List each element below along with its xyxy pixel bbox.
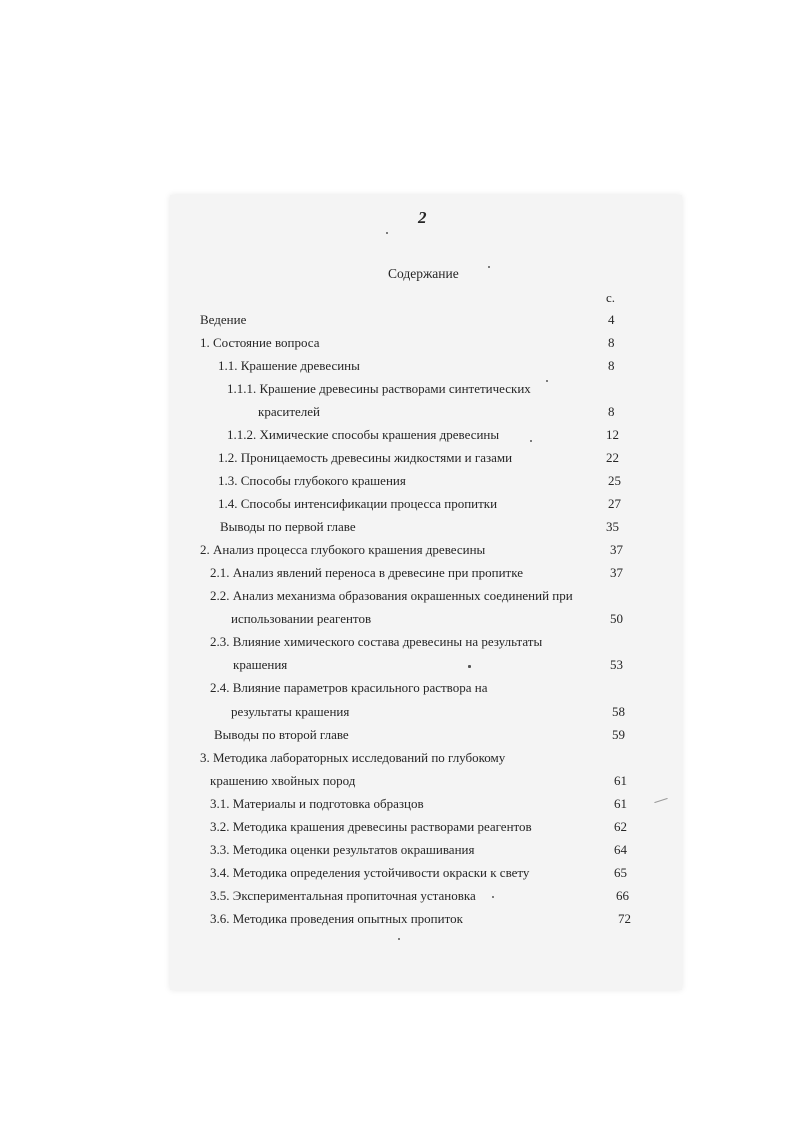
toc-entry-text: 1.1.1. Крашение древесины растворами синтетических: [227, 381, 531, 396]
toc-entry-page: 72: [618, 911, 631, 926]
scan-scratch: [654, 798, 668, 803]
toc-entry-page: 64: [614, 842, 627, 857]
toc-entry-text: 2.1. Анализ явлений переноса в древесине при пропитке: [210, 565, 523, 580]
toc-entry-page: 35: [606, 519, 619, 534]
scan-speck: [488, 266, 490, 268]
toc-entry-text: 3.1. Материалы и подготовка образцов: [210, 796, 424, 811]
toc-entry-page: 53: [610, 657, 623, 672]
toc-entry-page: 37: [610, 565, 623, 580]
toc-entry-page: 65: [614, 865, 627, 880]
toc-entry-text: 3. Методика лабораторных исследований по глубокому: [200, 750, 506, 765]
toc-entry-text: 2.4. Влияние параметров красильного раствора на: [210, 680, 488, 695]
toc-entry-text: 3.3. Методика оценки результатов окрашивания: [210, 842, 475, 857]
toc-entry-page: 66: [616, 888, 629, 903]
toc-entry-page: 12: [606, 427, 619, 442]
toc-entry-text: 3.2. Методика крашения древесины растворами реагентов: [210, 819, 532, 834]
toc-entry-text: результаты крашения: [231, 704, 350, 719]
toc-entry-page: 8: [608, 404, 615, 419]
toc-entry-page: 62: [614, 819, 627, 834]
scan-speck: [492, 896, 494, 898]
toc-entry-text: 3.5. Экспериментальная пропиточная установка: [210, 888, 476, 903]
scan-speck: [386, 232, 388, 234]
toc-entry-text: 1.2. Проницаемость древесины жидкостями и газами: [218, 450, 513, 465]
toc-entry-page: 61: [614, 773, 627, 788]
toc-entry-page: 61: [614, 796, 627, 811]
toc-entry-page: 27: [608, 496, 621, 511]
toc-entry-text: крашения: [233, 657, 288, 672]
scan-speck: [546, 380, 548, 382]
toc-entry-text: 2.2. Анализ механизма образования окрашенных соединений при: [210, 588, 573, 603]
toc-entry-text: 3.4. Методика определения устойчивости окраски к свету: [210, 865, 530, 880]
toc-entry-text: красителей: [258, 404, 320, 419]
toc-entry-text: Выводы по первой главе: [220, 519, 356, 534]
toc-entry-text: 1. Состояние вопроса: [200, 335, 320, 350]
page-column-header: с.: [606, 290, 616, 305]
toc-entry-page: 37: [610, 542, 623, 557]
toc-entry-text: 2. Анализ процесса глубокого крашения древесины: [200, 542, 486, 557]
scan-speck: [530, 440, 532, 442]
toc-entry-page: 59: [612, 727, 625, 742]
toc-entry-text: 1.3. Способы глубокого крашения: [218, 473, 406, 488]
scan-speck: [398, 938, 400, 940]
toc-entry-text: 3.6. Методика проведения опытных пропиток: [210, 911, 463, 926]
page-number: 2: [418, 208, 427, 227]
toc-entry-page: 22: [606, 450, 619, 465]
toc-entry-text: 1.4. Способы интенсификации процесса пропитки: [218, 496, 498, 511]
toc-entry-page: 4: [608, 312, 615, 327]
toc-entry-page: 8: [608, 335, 615, 350]
toc-entry-text: Ведение: [200, 312, 247, 327]
toc-entry-page: 50: [610, 611, 623, 626]
toc-entry-page: 25: [608, 473, 621, 488]
toc-entry-page: 58: [612, 704, 625, 719]
toc-entry-text: Выводы по второй главе: [214, 727, 349, 742]
toc-entry-text: крашению хвойных пород: [210, 773, 356, 788]
toc-entry-text: 1.1. Крашение древесины: [218, 358, 360, 373]
toc-entry-text: 1.1.2. Химические способы крашения древесины: [227, 427, 500, 442]
toc-entry-text: использовании реагентов: [231, 611, 372, 626]
scan-speck: [468, 665, 471, 668]
toc-title: Содержание: [388, 266, 459, 281]
toc-entry-page: 8: [608, 358, 615, 373]
toc-entry-text: 2.3. Влияние химического состава древесины на результаты: [210, 634, 543, 649]
